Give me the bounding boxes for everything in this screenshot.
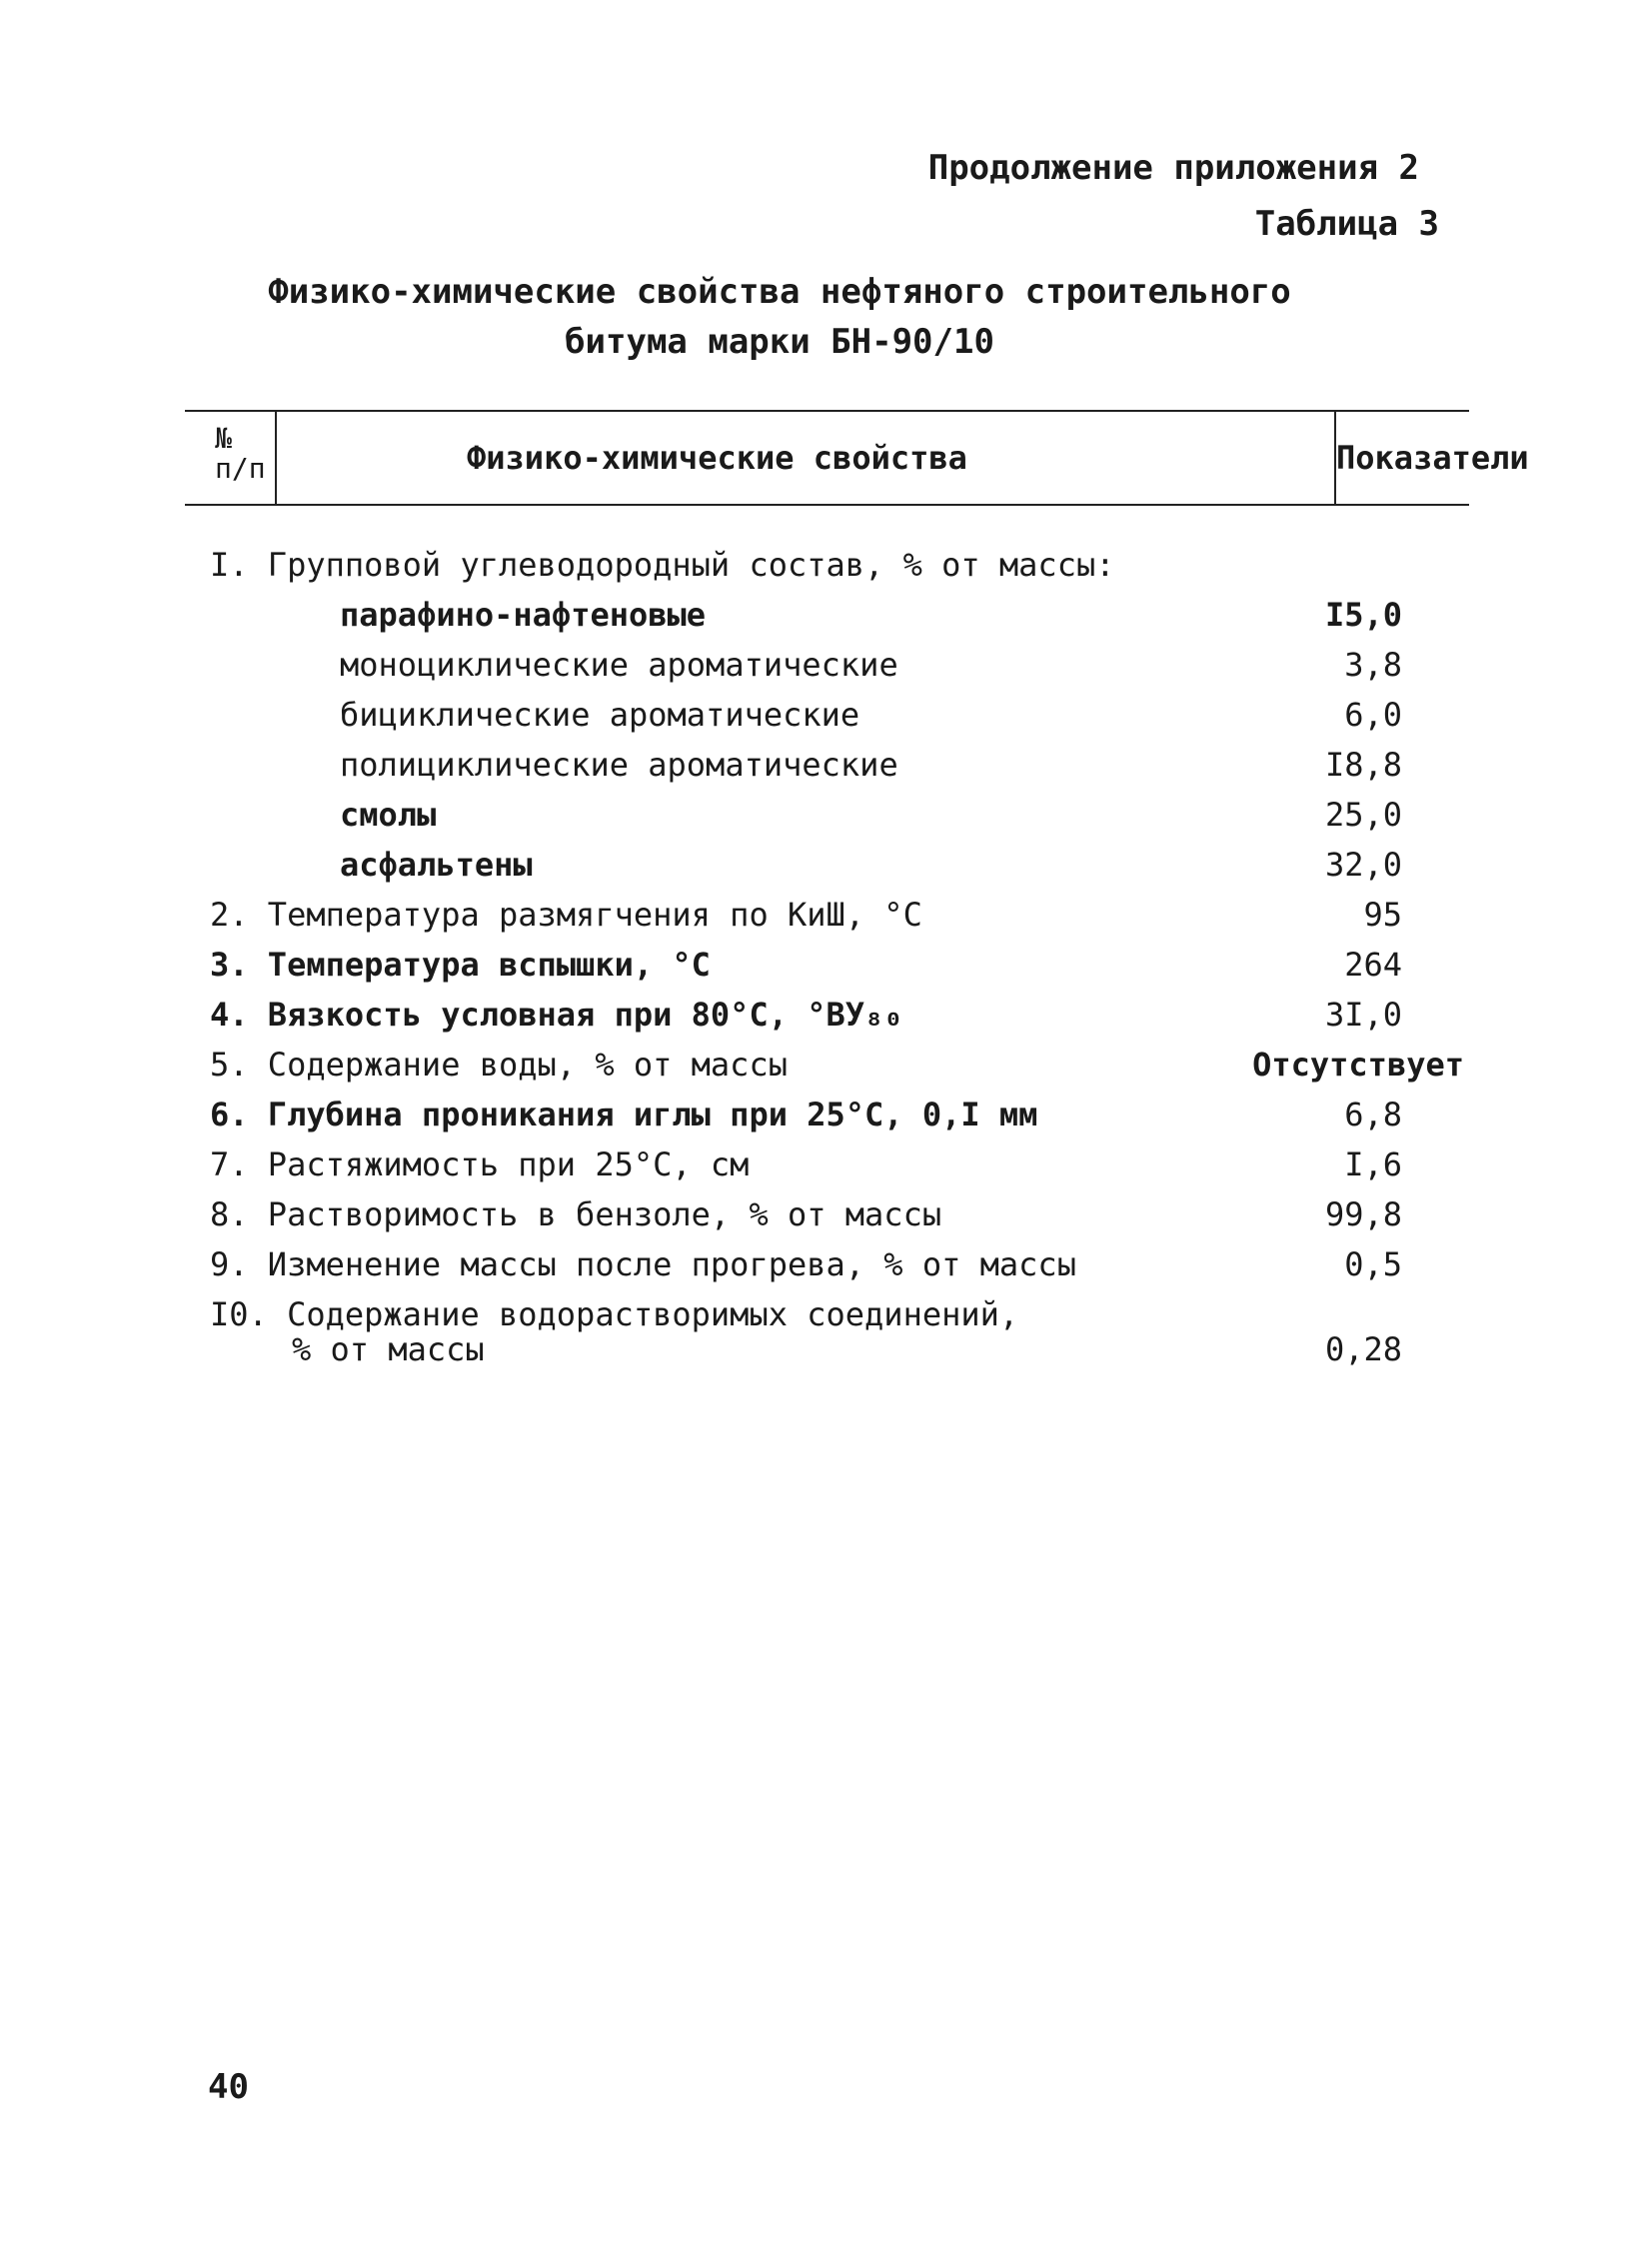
column-header-value: Показатели bbox=[1336, 439, 1529, 477]
row-value: 99,8 bbox=[1324, 1195, 1402, 1233]
table-row bbox=[0, 1090, 1652, 1139]
table-row bbox=[0, 640, 1652, 690]
row-value: 25,0 bbox=[1324, 796, 1402, 834]
table-row bbox=[0, 940, 1652, 990]
row-value: 6,8 bbox=[1344, 1096, 1402, 1133]
table-row bbox=[0, 1139, 1652, 1189]
row-value: Отсутствует bbox=[1252, 1046, 1464, 1084]
table-row bbox=[0, 890, 1652, 940]
row-value: 6,0 bbox=[1344, 696, 1402, 734]
table-title-line2: битума марки БН-90/10 bbox=[565, 322, 994, 362]
row-label: полициклические ароматические bbox=[340, 746, 898, 784]
table-row bbox=[0, 1239, 1652, 1289]
row-value: 32,0 bbox=[1324, 846, 1402, 884]
row-label: парафино-нафтеновые bbox=[340, 596, 707, 634]
page-number: 40 bbox=[208, 2067, 249, 2107]
row-label: 3. Температура вспышки, °С bbox=[210, 946, 711, 984]
table-row bbox=[0, 540, 1652, 590]
column-header-property: Физико-химические свойства bbox=[277, 412, 1336, 504]
table-row bbox=[0, 1040, 1652, 1090]
column-header-number-text: № п/п bbox=[215, 422, 266, 485]
row-label: I. Групповой углеводородный состав, % от массы: bbox=[210, 546, 1115, 584]
row-label: бициклические ароматические bbox=[340, 696, 860, 734]
table-row bbox=[0, 840, 1652, 890]
row-value: I8,8 bbox=[1324, 746, 1402, 784]
row-label: 5. Содержание воды, % от массы bbox=[210, 1046, 788, 1084]
row-value: 264 bbox=[1344, 946, 1402, 984]
row-label: 8. Растворимость в бензоле, % от массы bbox=[210, 1195, 942, 1233]
row-label: асфальтены bbox=[340, 846, 533, 884]
appendix-label: Продолжение приложения 2 bbox=[927, 148, 1419, 188]
row-value: 0,28 bbox=[1324, 1330, 1402, 1368]
row-value: 0,5 bbox=[1344, 1245, 1402, 1283]
row-value: I5,0 bbox=[1324, 596, 1402, 634]
row-value: 3,8 bbox=[1344, 646, 1402, 684]
row-label: моноциклические ароматические bbox=[340, 646, 898, 684]
table-row bbox=[0, 740, 1652, 790]
column-header-number bbox=[185, 412, 277, 504]
table-title-line1: Физико-химические свойства нефтяного строительного bbox=[268, 272, 1291, 312]
row-label: % от массы bbox=[292, 1330, 485, 1368]
row-value: 95 bbox=[1363, 896, 1402, 934]
table-row bbox=[0, 790, 1652, 840]
row-label: 2. Температура размягчения по КиШ, °С bbox=[210, 896, 922, 934]
table-row bbox=[0, 1324, 1652, 1374]
table-row bbox=[0, 690, 1652, 740]
row-label: 9. Изменение массы после прогрева, % от массы bbox=[210, 1245, 1076, 1283]
table-header bbox=[185, 410, 1529, 506]
row-label: 6. Глубина проникания иглы при 25°С, 0,I мм bbox=[210, 1096, 1038, 1133]
table-row bbox=[0, 990, 1652, 1040]
table-row bbox=[0, 1189, 1652, 1239]
table-row bbox=[0, 590, 1652, 640]
row-label: смолы bbox=[340, 796, 437, 834]
row-value: I,6 bbox=[1344, 1145, 1402, 1183]
row-value: 3I,0 bbox=[1324, 996, 1402, 1034]
row-label: 7. Растяжимость при 25°С, см bbox=[210, 1145, 750, 1183]
table-number: Таблица 3 bbox=[1254, 204, 1439, 244]
row-label: 4. Вязкость условная при 80°С, °ВУ₈₀ bbox=[210, 996, 903, 1034]
row-label: I0. Содержание водорастворимых соединений, bbox=[210, 1295, 1019, 1333]
